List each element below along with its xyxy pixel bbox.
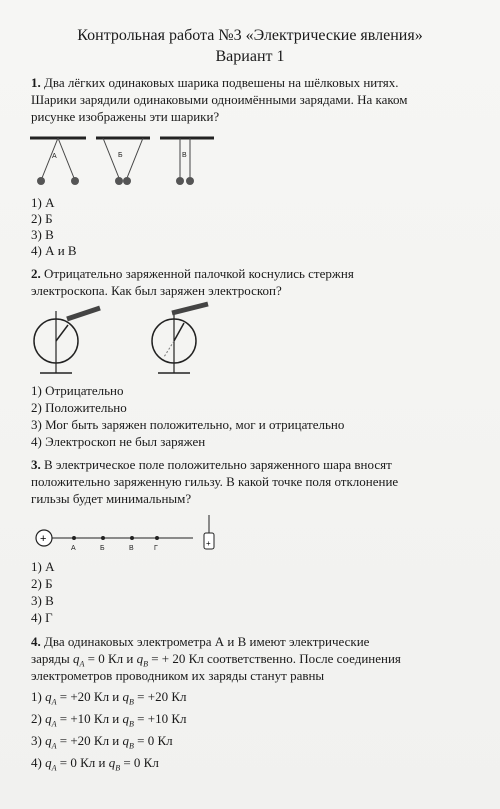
q3-answer-4: 4) Г (31, 610, 53, 625)
thread (58, 138, 74, 178)
question-1-line-3: рисунке изображены эти шарики? (31, 109, 220, 124)
q2-answer-3: 3) Мог быть заряжен положительно, мог и отрицательно (31, 417, 345, 432)
q1-answer-2: 2) Б (31, 211, 53, 226)
q4-answer-2: 2) $q_A = +10$ Кл и $q_B = +10$ Кл (31, 711, 187, 729)
thread (127, 138, 143, 178)
question-2-line-1: 2. Отрицательно заряженной палочкой коснулись стержня (31, 266, 354, 281)
variant-label: Вариант 1 (215, 48, 285, 65)
figure-label-a: А (52, 153, 57, 160)
question-3-line-3: гильзы будет минимальным? (31, 491, 192, 506)
question-4-line-1: 4. Два одинаковых электрометра А и В имеют электрические (31, 634, 370, 649)
question-1-line-1: 1. Два лёгких одинаковых шарика подвешены на шёлковых нитях. (31, 75, 399, 90)
charged-ball (115, 177, 123, 185)
charged-ball (71, 177, 79, 185)
point-g (155, 536, 159, 540)
electroscope-needle (174, 323, 184, 341)
figure-label-b: Б (118, 152, 123, 159)
charged-stick (67, 308, 100, 319)
electroscope-needle (56, 325, 68, 341)
q1-answer-1: 1) А (31, 195, 55, 210)
point-v (130, 536, 134, 540)
figure-label-c: В (182, 152, 187, 159)
q4-answer-4: 4) $q_A = 0$ Кл и $q_B = 0$ Кл (31, 755, 159, 773)
q2-answer-2: 2) Положительно (31, 400, 127, 415)
thread (103, 138, 119, 178)
sleeve-plus-sign: + (206, 539, 211, 548)
charged-ball (176, 177, 184, 185)
question-4-line-3: электрометров проводником их заряды станут равны (31, 668, 325, 683)
q4-answer-1: 1) $q_A = +20$ Кл и $q_B = +20$ Кл (31, 689, 187, 707)
pendulum-balls-figure (28, 130, 218, 190)
q2-answer-1: 1) Отрицательно (31, 383, 124, 398)
point-label-a: А (71, 545, 76, 552)
point-label-b: Б (100, 545, 105, 552)
point-label-v: В (129, 545, 134, 552)
q3-answer-3: 3) В (31, 593, 54, 608)
q3-answer-2: 2) Б (31, 576, 53, 591)
q1-answer-4: 4) А и В (31, 243, 77, 258)
q3-answer-1: 1) А (31, 559, 55, 574)
question-3-line-2: положительно заряженную гильзу. В какой точке поля отклонение (31, 474, 399, 489)
question-2-line-2: электроскопа. Как был заряжен электроскоп? (31, 283, 282, 298)
page-title: Контрольная работа №3 «Электрические явления» (77, 27, 423, 44)
question-3-line-1: 3. В электрическое поле положительно заряженного шара вносят (31, 457, 392, 472)
point-label-g: Г (154, 545, 158, 552)
question-1-line-2: Шарики зарядили одинаковыми одноимёнными зарядами. На каком (31, 92, 408, 107)
charged-ball (37, 177, 45, 185)
question-4-line-2: заряды $q_A = 0$ Кл и $q_B$ = + 20 Кл соответственно. После соединения (31, 651, 401, 669)
field-points-figure (33, 515, 223, 555)
charged-stick (172, 304, 208, 313)
q1-answer-3: 3) В (31, 227, 54, 242)
q2-answer-4: 4) Электроскоп не был заряжен (31, 434, 206, 449)
point-a (72, 536, 76, 540)
q4-answer-3: 3) $q_A = +20$ Кл и $q_B = 0$ Кл (31, 733, 173, 751)
electroscope-figure (30, 303, 230, 378)
plus-sign: + (40, 533, 47, 545)
point-b (101, 536, 105, 540)
charged-ball (123, 177, 131, 185)
charged-ball (186, 177, 194, 185)
electroscope-needle-trace (164, 341, 174, 357)
